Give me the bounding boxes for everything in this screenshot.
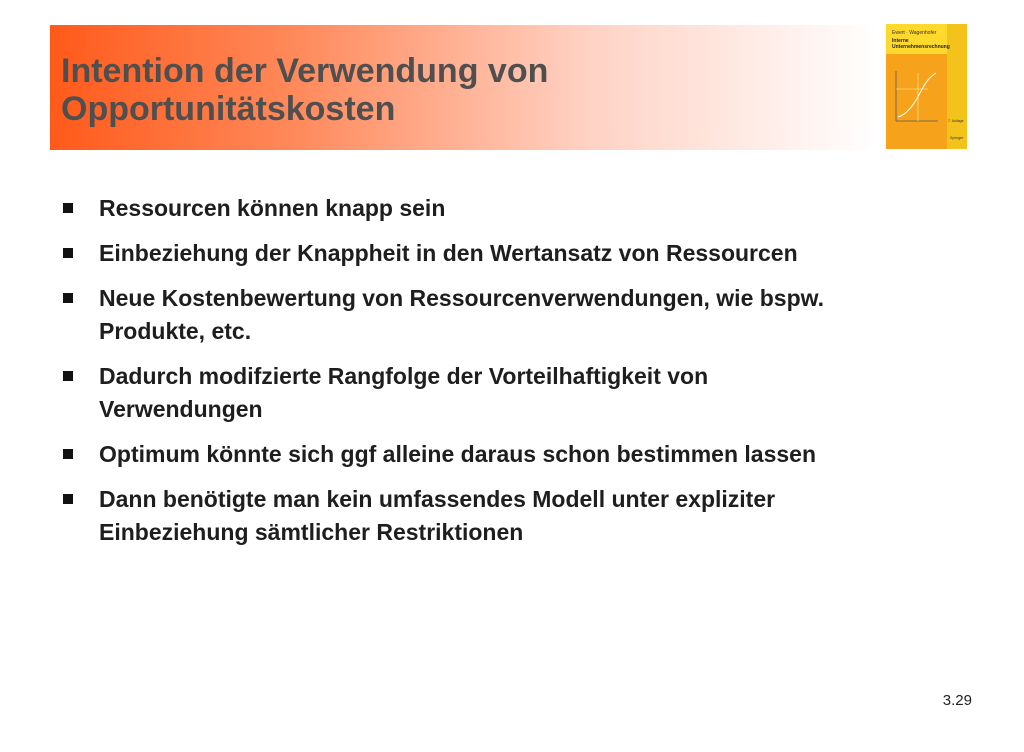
bullet-item — [63, 483, 993, 549]
bullet-text-line-2: Einbeziehung sämtlicher Restriktionen — [99, 519, 524, 545]
page-number: 3.29 — [942, 692, 972, 709]
bullet-item — [63, 360, 993, 426]
book-title — [892, 38, 950, 50]
book-title-line-1: Interne — [892, 38, 909, 44]
square-bullet-icon — [63, 449, 73, 459]
bullet-item — [63, 192, 993, 225]
bullet-text-line-2: Verwendungen — [99, 396, 263, 422]
slide-title — [61, 52, 548, 128]
bullet-item — [63, 237, 993, 270]
square-bullet-icon — [63, 248, 73, 258]
square-bullet-icon — [63, 203, 73, 213]
book-cover-side-band — [947, 24, 967, 149]
square-bullet-icon — [63, 371, 73, 381]
bullet-text-line-2: Produkte, etc. — [99, 318, 252, 344]
book-title-line-2: Unternehmensrechnung — [892, 44, 950, 50]
bullet-text: Optimum könnte sich ggf alleine daraus schon bestimmen lassen — [99, 441, 817, 467]
slide-title-line-2: Opportunitätskosten — [61, 90, 396, 128]
book-cover-graph-icon — [892, 69, 940, 125]
slide-title-line-1: Intention der Verwendung von — [61, 52, 549, 90]
bullet-item — [63, 282, 993, 348]
book-author: Ewert · Wagenhofer — [892, 30, 937, 36]
book-edition: 7. Auflage — [948, 119, 964, 123]
bullet-text: Ressourcen können knapp sein — [99, 195, 446, 221]
bullet-list — [63, 192, 993, 561]
bullet-item — [63, 438, 993, 471]
square-bullet-icon — [63, 293, 73, 303]
book-publisher: Springer — [950, 136, 964, 140]
bullet-text-line-1: Dadurch modifzierte Rangfolge der Vorteilhaftigkeit von — [99, 363, 709, 389]
bullet-text-line-1: Neue Kostenbewertung von Ressourcenverwendungen, wie bspw. — [99, 285, 825, 311]
book-cover-image — [886, 24, 967, 149]
square-bullet-icon — [63, 494, 73, 504]
bullet-text: Einbeziehung der Knappheit in den Wertansatz von Ressourcen — [99, 240, 798, 266]
bullet-text-line-1: Dann benötigte man kein umfassendes Modell unter expliziter — [99, 486, 776, 512]
